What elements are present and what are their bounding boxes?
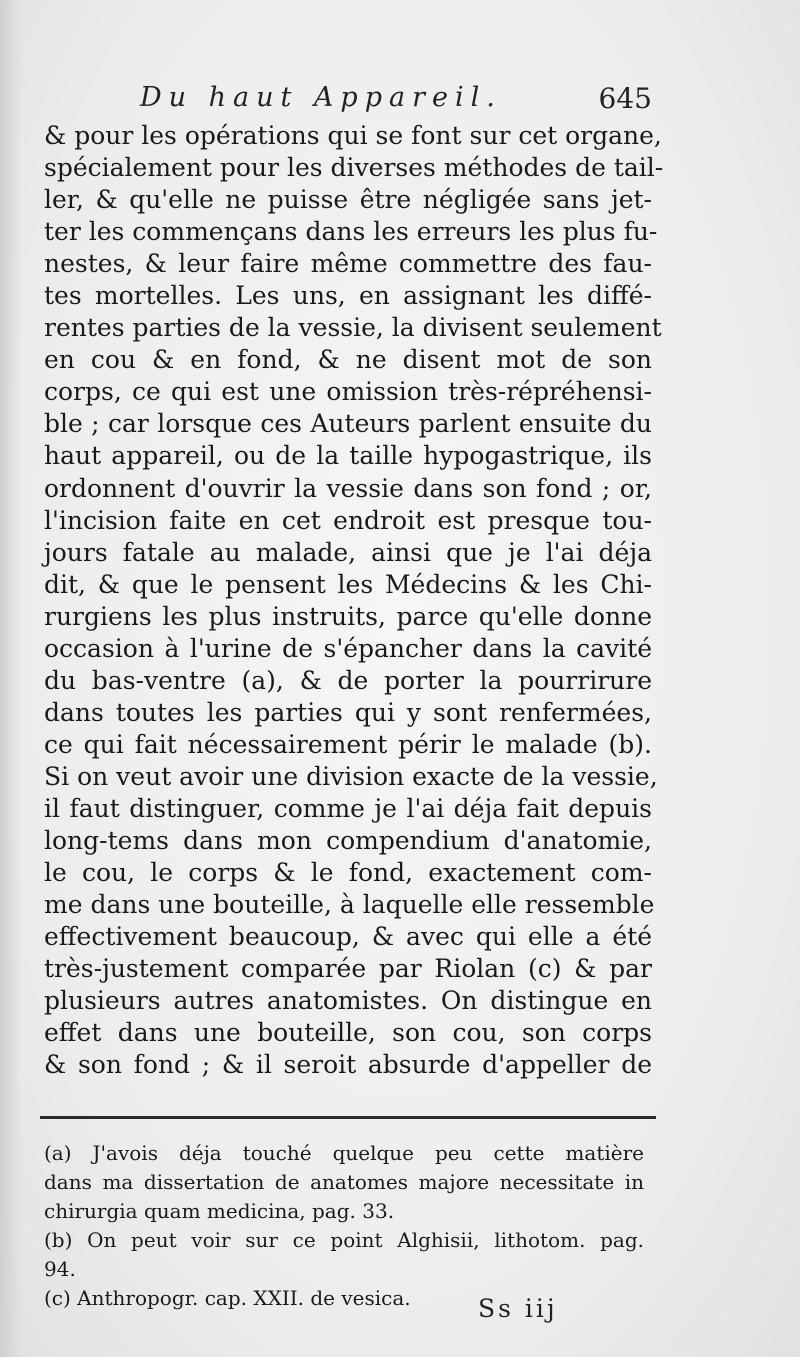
footnote-line: (a) J'avois déja touché quelque peu cette matière <box>44 1141 644 1165</box>
text-line: corps, ce qui est une omission très-répréhensi- <box>44 377 652 407</box>
text-line: ce qui fait nécessairement périr le malade (b). <box>44 729 652 759</box>
text-line: effectivement beaucoup, & avec qui elle a été <box>44 922 652 952</box>
text-line: ordonnent d'ouvrir la vessie dans son fond ; or, <box>44 473 652 503</box>
text-line: occasion à l'urine de s'épancher dans la cavité <box>44 633 652 663</box>
text-line: & pour les opérations qui se font sur cet organe, <box>44 121 662 150</box>
text-line: du bas-ventre (a), & de porter la pourrirure <box>44 665 652 695</box>
text-line: long-tems dans mon compendium d'anatomie, <box>44 826 652 856</box>
footnote-line: dans ma dissertation de anatomes majore necessitate in <box>44 1170 644 1194</box>
text-line: Si on veut avoir une division exacte de la vessie, <box>44 761 658 791</box>
body-text <box>44 120 664 1081</box>
text-line: nestes, & leur faire même commettre des fau- <box>44 249 652 279</box>
text-line: rurgiens les plus instruits, parce qu'elle donne <box>44 601 652 631</box>
text-line: l'incision faite en cet endroit est presque tou- <box>44 505 652 535</box>
footnote-divider <box>40 1116 656 1119</box>
text-line: le cou, le corps & le fond, exactement com- <box>44 858 652 888</box>
gutter-shadow <box>0 0 22 1357</box>
text-line: ble ; car lorsque ces Auteurs parlent ensuite du <box>44 409 652 439</box>
running-title: Du haut Appareil. <box>140 82 502 113</box>
text-line: dit, & que le pensent les Médecins & les Chi- <box>44 569 652 599</box>
text-line: spécialement pour les diverses méthodes de tail- <box>44 153 664 183</box>
page-number: 645 <box>598 82 652 115</box>
text-line: rentes parties de la vessie, la divisent seulement <box>44 313 662 343</box>
text-line: il faut distinguer, comme je l'ai déja fait depuis <box>44 793 652 823</box>
text-line: & son fond ; & il seroit absurde d'appeller de <box>44 1050 652 1080</box>
text-line: dans toutes les parties qui y sont renfermées, <box>44 697 652 727</box>
footnote-line: chirurgia quam medicina, pag. 33. <box>44 1199 395 1223</box>
footnote-line: (b) On peut voir sur ce point Alghisii, lithotom. pag. <box>44 1228 644 1252</box>
text-line: me dans une bouteille, à laquelle elle ressemble <box>44 890 655 920</box>
text-line: ter les commençans dans les erreurs les plus fu- <box>44 217 658 247</box>
footnote-line: 94. <box>44 1257 76 1281</box>
text-line: en cou & en fond, & ne disent mot de son <box>44 345 652 375</box>
text-line: très-justement comparée par Riolan (c) & par <box>44 954 652 984</box>
text-line: effet dans une bouteille, son cou, son corps <box>44 1018 652 1048</box>
signature-mark: Ss iij <box>478 1294 558 1323</box>
text-line: ler, & qu'elle ne puisse être négligée sans jet- <box>44 185 652 215</box>
text-line: haut appareil, ou de la taille hypogastrique, ils <box>44 441 652 471</box>
footnote-line: (c) Anthropogr. cap. XXII. de vesica. <box>44 1286 411 1310</box>
footnotes <box>44 1139 644 1313</box>
page-header <box>140 82 660 122</box>
text-line: jours fatale au malade, ainsi que je l'ai déja <box>44 537 652 567</box>
text-line: plusieurs autres anatomistes. On distingue en <box>44 986 652 1016</box>
text-line: tes mortelles. Les uns, en assignant les diffé- <box>44 281 652 311</box>
